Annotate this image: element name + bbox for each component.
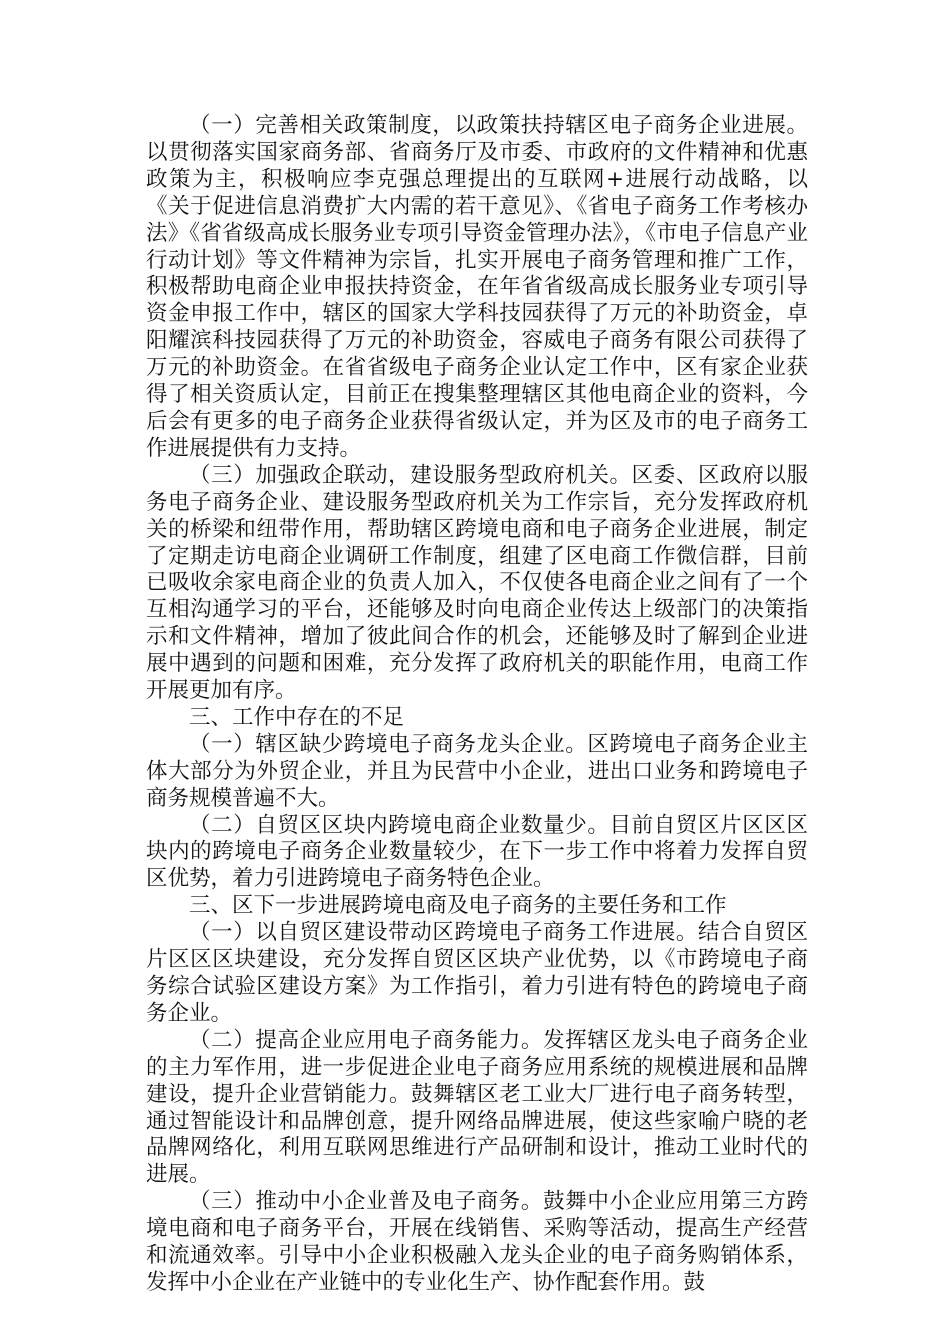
paragraph-policy-support: （一）完善相关政策制度，以政策扶持辖区电子商务企业进展。以贯彻落实国家商务部、省商务厅及市委、市政府的文件精神和优惠政策为主，积极响应李克强总理提出的互联网+进展行动战略，以《关于促进信息消费扩大内需的若干意见》、《省电子商务工作考核办法》《省省级高成长服务业专项引导资金管理办法》，《市电子信息产业行动计划》等文件精神为宗旨，扎实开展电子商务管理和推广工作，积极帮助电商企业申报扶持资金，在年省省级高成长服务业专项引导资金申报工作中，辖区的国家大学科技园获得了万元的补助资金，卓阳耀滨科技园获得了万元的补助资金，容威电子商务有限公司获得了万元的补助资金。在省省级电子商务企业认定工作中，区有家企业获得了相关资质认定，目前正在搜集整理辖区其他电商企业的资料，今后会有更多的电子商务企业获得省级认定，并为区及市的电子商务工作进展提供有力支持。 xyxy=(146,113,808,461)
paragraph-lack-leading-enterprise: （一）辖区缺少跨境电子商务龙头企业。区跨境电子商务企业主体大部分为外贸企业，并且为民营中小企业，进出口业务和跨境电子商务规模普遍不大。 xyxy=(146,731,808,811)
paragraph-ftz-driven-development: （一）以自贸区建设带动区跨境电子商务工作进展。结合自贸区片区区区块建设，充分发挥自贸区区块产业优势，以《市跨境电子商务综合试验区建设方案》为工作指引，着力引进有特色的跨境电子商务企业。 xyxy=(146,920,808,1026)
paragraph-few-ftz-enterprises: （二）自贸区区块内跨境电商企业数量少。目前自贸区片区区区块内的跨境电子商务企业数量较少，在下一步工作中将着力发挥自贸区优势，着力引进跨境电子商务特色企业。 xyxy=(146,812,808,892)
section-heading-shortcomings: 三、工作中存在的不足 xyxy=(189,704,405,730)
section-heading-next-steps: 三、区下一步进展跨境电商及电子商务的主要任务和工作 xyxy=(189,893,727,919)
paragraph-sme-ecommerce: （三）推动中小企业普及电子商务。鼓舞中小企业应用第三方跨境电商和电子商务平台，开展在线销售、采购等活动，提高生产经营和流通效率。引导中小企业积极融入龙头企业的电子商务购销体系，发挥中小企业在产业链中的专业化生产、协作配套作用。鼓 xyxy=(146,1189,808,1295)
paragraph-enterprise-capability: （二）提高企业应用电子商务能力。发挥辖区龙头电子商务企业的主力军作用，进一步促进企业电子商务应用系统的规模进展和品牌建设，提升企业营销能力。鼓舞辖区老工业大厂进行电子商务转型，通过智能设计和品牌创意，提升网络品牌进展，使这些家喻户晓的老品牌网络化，利用互联网思维进行产品研制和设计，推动工业时代的进展。 xyxy=(146,1027,808,1188)
paragraph-gov-enterprise-linkage: （三）加强政企联动，建设服务型政府机关。区委、区政府以服务电子商务企业、建设服务型政府机关为工作宗旨，充分发挥政府机关的桥梁和纽带作用，帮助辖区跨境电商和电子商务企业进展，制定了定期走访电商企业调研工作制度，组建了区电商工作微信群，目前已吸收余家电商企业的负责人加入，不仅使各电商企业之间有了一个互相沟通学习的平台，还能够及时向电商企业传达上级部门的决策指示和文件精神，增加了彼此间合作的机会，还能够及时了解到企业进展中遇到的问题和困难，充分发挥了政府机关的职能作用，电商工作开展更加有序。 xyxy=(146,462,808,704)
document-page xyxy=(146,113,808,1297)
